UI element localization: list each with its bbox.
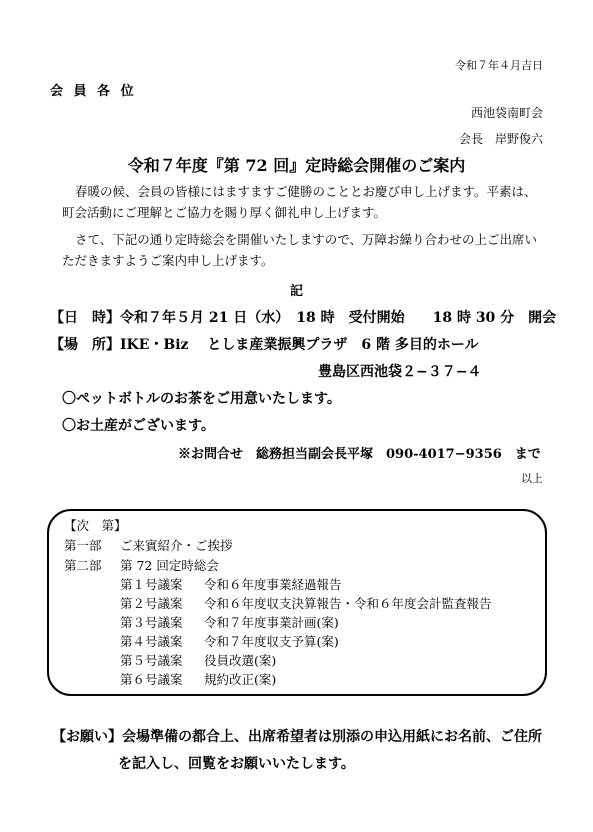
place-address: 豊島区西池袋２−３７−４	[318, 364, 482, 380]
request-text-line2: を記入し、回覧をお願いいたします。	[118, 756, 355, 772]
invitation-paragraph: さて、下記の通り定時総会を開催いたしますので、万障お繰り合わせの上ご出席いただきますようご案内申し上げます。	[62, 232, 538, 268]
place-value: IKE・Biz としま産業振興プラザ 6 階 多目的ホール	[120, 337, 479, 353]
agenda-item-number: 第２号議案	[120, 596, 183, 611]
agenda-item-text: 令和６年度事業経過報告	[204, 577, 342, 592]
agenda-part1-label: 第一部	[64, 538, 102, 553]
sender-name: 会長 岸野俊六	[458, 132, 543, 146]
agenda-item-number: 第６号議案	[120, 672, 183, 687]
datetime-label: 【日 時】	[50, 310, 120, 326]
request-label: 【お願い】	[52, 729, 122, 745]
ki-heading: 記	[289, 284, 303, 299]
greeting-paragraph: 春暖の候、会員の皆様にはますますご健勝のこととお慶び申し上げます。平素は、町会活動にご理解とご協力を賜り厚く御礼申し上げます。	[62, 184, 537, 220]
agenda-part2-text: 第 72 回定時総会	[120, 558, 219, 573]
inquiry-contact: ※お問合せ 総務担当副会長平塚 090-4017−9356 まで	[178, 447, 541, 462]
agenda-part1-text: ご来賓紹介・ご挨拶	[120, 538, 233, 553]
place-row	[50, 334, 479, 354]
request-row	[52, 726, 542, 746]
agenda-heading: 【次 第】	[64, 518, 127, 533]
datetime-row	[50, 307, 556, 327]
agenda-item-text: 規約改正(案)	[204, 672, 277, 687]
agenda-item-number: 第５号議案	[120, 653, 183, 668]
page-title: 令和７年度『第 72 回』定時総会開催のご案内	[127, 156, 466, 175]
organization-name: 西池袋南町会	[470, 106, 543, 120]
agenda-item-text: 役員改選(案)	[204, 653, 277, 668]
document-date: 令和７年４月吉日	[455, 59, 543, 72]
datetime-value: 令和７年５月 21 日（水） 18 時 受付開始 18 時 30 分 開会	[120, 310, 557, 326]
place-label: 【場 所】	[50, 337, 120, 353]
note-item: 〇ペットボトルのお茶をご用意いたします。	[62, 391, 341, 407]
agenda-item-number: 第１号議案	[120, 577, 183, 592]
request-text-line1: 会場準備の都合上、出席希望者は別添の申込用紙にお名前、ご住所	[122, 729, 542, 745]
agenda-item-number: 第４号議案	[120, 634, 183, 649]
agenda-part2-label: 第二部	[64, 558, 102, 573]
agenda-item-text: 令和７年度事業計画(案)	[204, 615, 339, 630]
note-item: 〇お土産がございます。	[62, 418, 215, 434]
addressee: 会 員 各 位	[50, 84, 137, 99]
agenda-item-text: 令和７年度収支予算(案)	[204, 634, 339, 649]
agenda-item-number: 第３号議案	[120, 615, 183, 630]
agenda-item-text: 令和６年度収支決算報告・令和６年度会計監査報告	[204, 596, 492, 611]
ijou-closing: 以上	[521, 472, 543, 485]
